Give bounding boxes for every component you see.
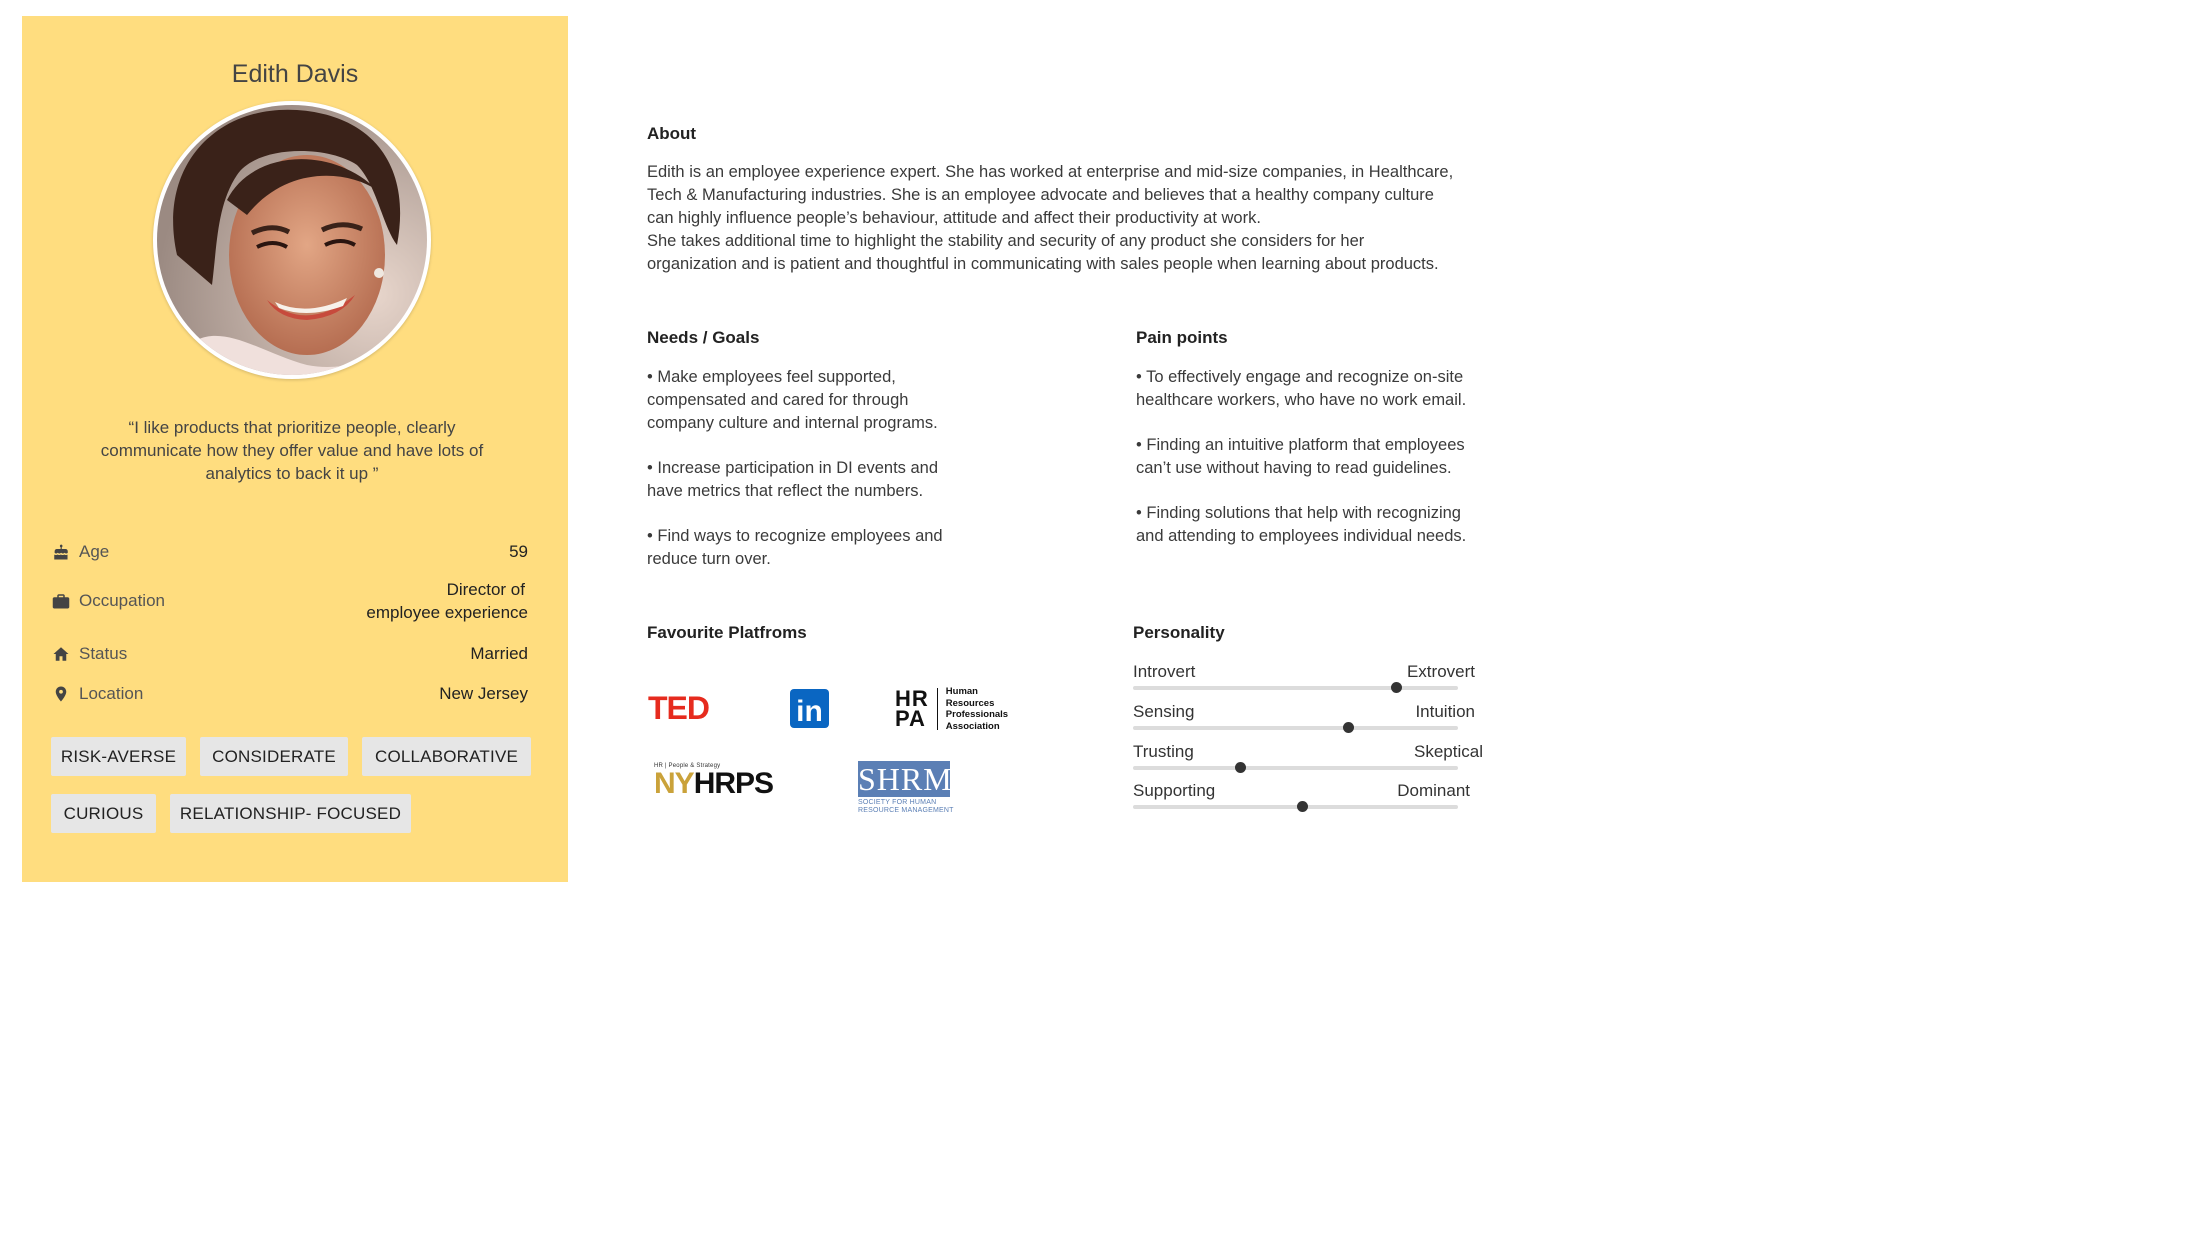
linkedin-logo: in — [790, 689, 829, 728]
hrpa-text-line: Human — [945, 686, 978, 697]
pain-point-line: • Finding an intuitive platform that employees — [1136, 436, 1465, 454]
about-line: can highly influence people’s behaviour, attitude and affect their productivity at work. — [647, 209, 1261, 227]
pain-point-line: and attending to employees individual needs. — [1136, 527, 1467, 545]
pain-point-line: • To effectively engage and recognize on-site — [1136, 368, 1464, 386]
shrm-subtitle-line: SOCIETY FOR HUMAN — [858, 799, 937, 806]
ted-logo: TED — [648, 690, 709, 726]
trait-marker — [1235, 762, 1246, 773]
trait-track — [1133, 766, 1458, 770]
personality-heading: Personality — [1133, 623, 1225, 642]
hrpa-logo — [895, 686, 1008, 732]
location-pin-icon — [52, 685, 70, 703]
needs-line: • Find ways to recognize employees and — [647, 527, 943, 545]
detail-value — [366, 578, 528, 624]
trait-left-label: Trusting — [1133, 742, 1194, 761]
personality-trait — [1133, 662, 1483, 692]
pain-point-line: can’t use without having to read guidelines. — [1136, 459, 1452, 477]
hrpa-mark-line: HR — [895, 686, 929, 711]
trait-tag: COLLABORATIVE — [362, 737, 531, 776]
trait-track — [1133, 805, 1458, 809]
about-heading: About — [647, 124, 697, 143]
nyhrps-hrps: HRPS — [693, 767, 774, 800]
hrpa-text-line: Resources — [945, 697, 995, 709]
persona-name: Edith Davis — [231, 60, 359, 88]
trait-track — [1133, 686, 1458, 690]
needs-item — [647, 525, 943, 571]
trait-right-label: Extrovert — [1406, 662, 1475, 681]
needs-item — [647, 366, 938, 435]
trait-right-label: Intuition — [1415, 702, 1475, 721]
trait-track — [1133, 726, 1458, 730]
detail-label: Age — [79, 541, 110, 561]
hrpa-text-line: Association — [945, 720, 1000, 732]
avatar-photo — [157, 105, 427, 375]
needs-line: reduce turn over. — [647, 550, 771, 568]
detail-value-line: Director of — [446, 580, 525, 599]
nyhrps-ny: NY — [654, 767, 694, 800]
detail-status — [52, 642, 528, 665]
hrpa-text-line: Professionals — [945, 709, 1009, 720]
trait-marker — [1297, 801, 1308, 812]
pain-point-line: • Finding solutions that help with recognizing — [1136, 504, 1461, 522]
hrpa-text — [946, 686, 1008, 732]
about-line: She takes additional time to highlight the stability and security of any product she considers for her — [647, 232, 1365, 250]
trait-marker — [1343, 722, 1354, 733]
trait-marker — [1391, 682, 1402, 693]
trait-tag: RISK-AVERSE — [51, 737, 186, 776]
pain-point-item — [1136, 434, 1465, 480]
hrpa-mark — [895, 686, 929, 731]
trait-tag: CONSIDERATE — [200, 737, 348, 776]
pain-point-item — [1136, 366, 1466, 412]
nyhrps-logo — [654, 763, 773, 799]
hrpa-mark-line: PA — [895, 706, 926, 731]
detail-value-line: employee experience — [366, 603, 528, 622]
cake-icon — [52, 543, 70, 561]
trait-left-label: Introvert — [1133, 662, 1196, 681]
detail-value: New Jersey — [439, 684, 528, 703]
trait-right-label: Dominant — [1397, 781, 1470, 800]
about-line: Edith is an employee experience expert. She has worked at enterprise and mid-size companies, in Healthcare, — [647, 163, 1454, 181]
about-text — [647, 161, 1527, 276]
needs-line: company culture and internal programs. — [647, 414, 938, 432]
trait-left-label: Supporting — [1133, 781, 1216, 800]
pain-points-heading: Pain points — [1136, 328, 1228, 347]
personality-trait — [1133, 781, 1483, 811]
home-icon — [52, 645, 70, 663]
detail-age — [52, 540, 528, 563]
pain-point-line: healthcare workers, who have no work email. — [1136, 391, 1467, 409]
trait-tag: CURIOUS — [51, 794, 156, 833]
pain-point-item — [1136, 502, 1466, 548]
detail-label: Location — [79, 683, 144, 703]
needs-line: • Increase participation in DI events and — [647, 459, 939, 477]
shrm-subtitle-line: RESOURCE MANAGEMENT — [858, 807, 954, 814]
detail-label: Occupation — [79, 591, 165, 610]
trait-right-label: Skeptical — [1414, 742, 1483, 761]
detail-value: Married — [470, 644, 528, 663]
shrm-mark: SHRM — [858, 761, 953, 797]
hrpa-divider — [937, 688, 938, 730]
needs-item — [647, 457, 938, 503]
detail-location — [52, 682, 528, 705]
needs-line: • Make employees feel supported, — [647, 368, 896, 386]
needs-line: compensated and cared for through — [647, 391, 909, 409]
personality-trait — [1133, 742, 1483, 772]
trait-tag: RELATIONSHIP- FOCUSED — [170, 794, 411, 833]
about-line: organization and is patient and thoughtful in communicating with sales people when learning about products. — [647, 255, 1439, 273]
detail-value: 59 — [509, 542, 528, 561]
detail-occupation — [52, 578, 528, 624]
about-line: Tech & Manufacturing industries. She is an employee advocate and believes that a healthy company culture — [647, 186, 1434, 204]
needs-heading: Needs / Goals — [647, 328, 760, 347]
platforms-heading: Favourite Platfroms — [647, 623, 807, 642]
trait-left-label: Sensing — [1133, 702, 1195, 721]
nyhrps-mark — [654, 769, 773, 799]
nyhrps-tagline: HR | People & Strategy — [654, 763, 721, 769]
avatar — [153, 101, 431, 379]
detail-label: Status — [79, 643, 128, 663]
persona-quote: “I like products that prioritize people, clearly communicate how they offer value and have lots of analytics to back it up ” — [100, 418, 484, 483]
persona-card — [22, 16, 568, 882]
personality-trait — [1133, 702, 1483, 732]
shrm-logo — [858, 761, 954, 815]
needs-line: have metrics that reflect the numbers. — [647, 482, 924, 500]
shrm-subtitle — [858, 799, 954, 815]
briefcase-icon — [52, 592, 70, 610]
